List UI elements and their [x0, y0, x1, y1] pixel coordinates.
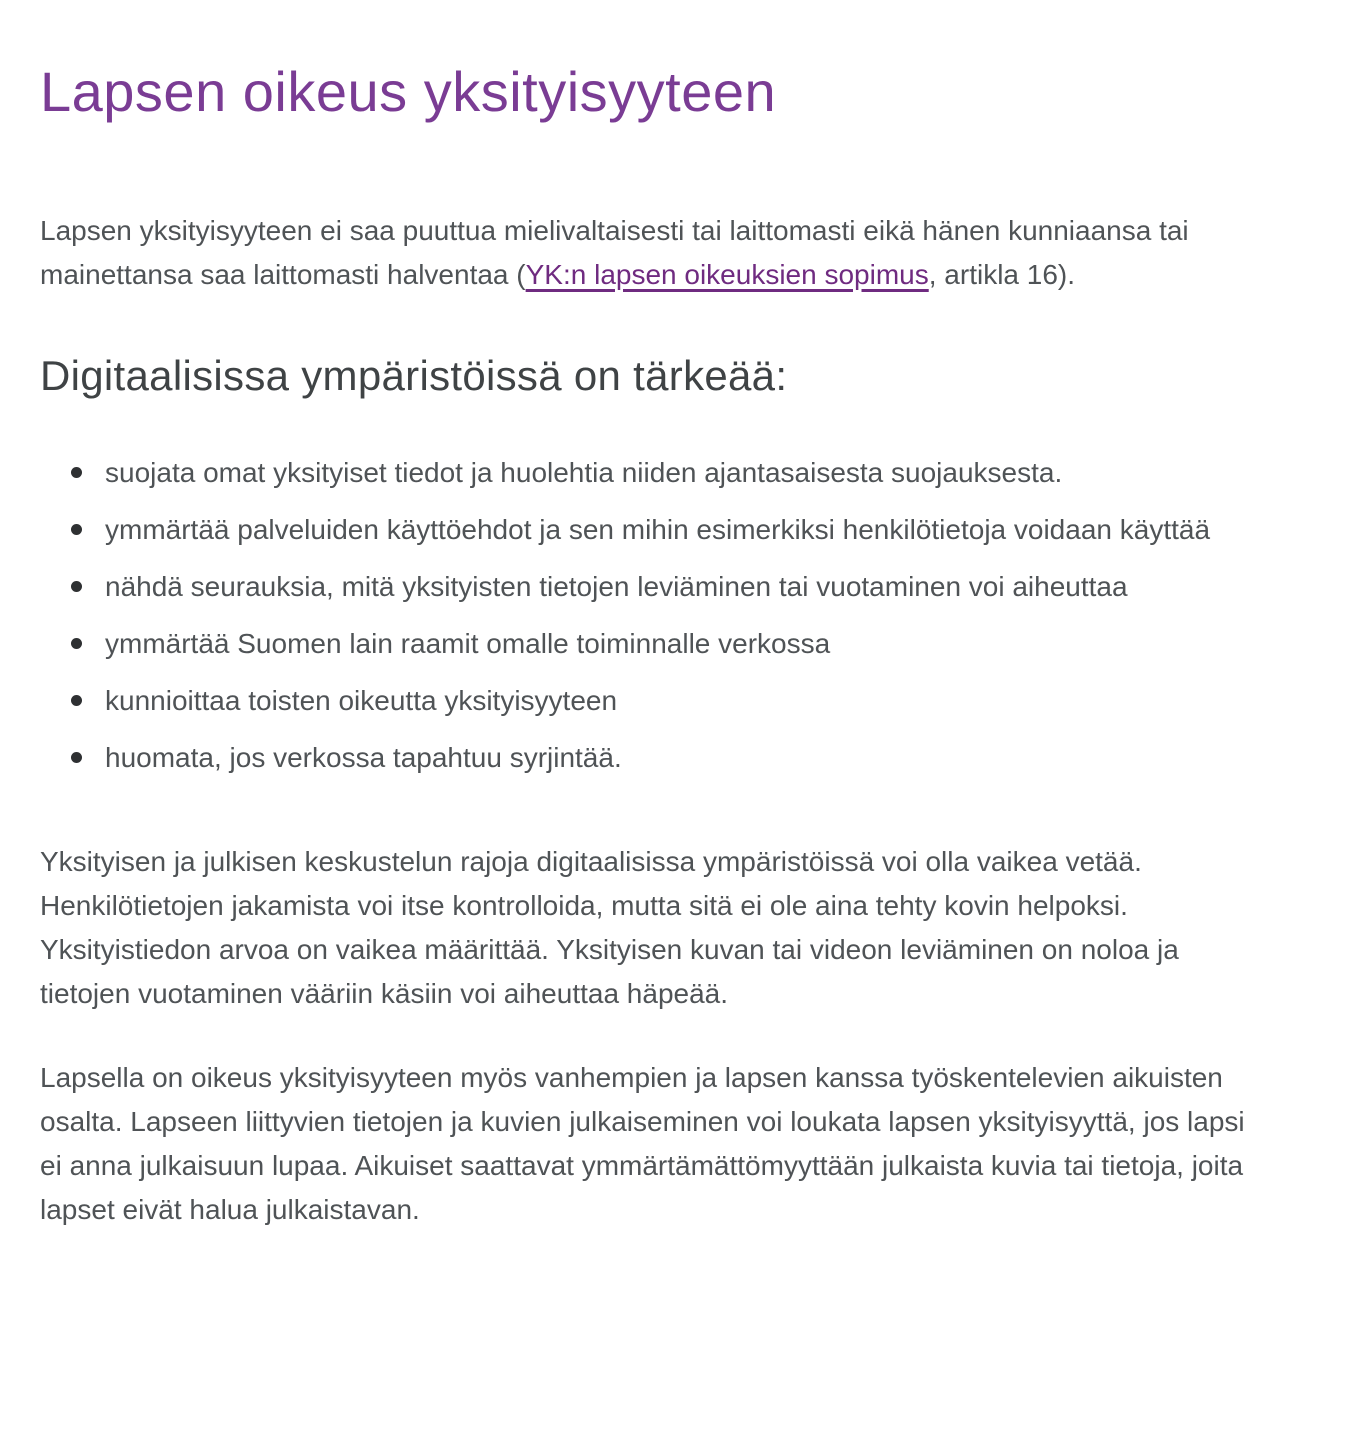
- adults-publishing-paragraph: Lapsella on oikeus yksityisyyteen myös vanhempien ja lapsen kanssa työskentelevien aikuisten osalta. Lapseen liittyvien tietojen ja kuvien julkaiseminen voi loukata lapsen yksityisyyttä, jos lapsi ei anna julkaisuun lupaa. Aikuiset saattavat ymmärtämättömyyttään julkaista kuvia tai tietoja, joita lapset eivät halua julkaistavan.: [40, 1062, 1245, 1226]
- list-item: huomata, jos verkossa tapahtuu syrjintää.: [105, 738, 1220, 778]
- list-item: ymmärtää palveluiden käyttöehdot ja sen mihin esimerkiksi henkilötietoja voidaan käyttää: [105, 510, 1220, 550]
- list-item: ymmärtää Suomen lain raamit omalle toiminnalle verkossa: [105, 624, 1220, 664]
- section-heading: Digitaalisissa ympäristöissä on tärkeää:: [40, 352, 788, 400]
- page-title: Lapsen oikeus yksityisyyteen: [40, 60, 777, 123]
- un-convention-link[interactable]: YK:n lapsen oikeuksien sopimus: [525, 259, 929, 291]
- intro-paragraph: [40, 209, 1250, 297]
- intro-text-after-link: , artikla 16).: [928, 259, 1076, 291]
- intro-text-before-link: Lapsen yksityisyyteen ei saa puuttua mielivaltaisesti tai laittomasti eikä hänen kunniaansa tai mainettansa saa laittomasti halventaa (: [40, 215, 1189, 291]
- importance-list: [40, 453, 1220, 778]
- list-item: kunnioittaa toisten oikeutta yksityisyyteen: [105, 681, 1220, 721]
- list-item: suojata omat yksityiset tiedot ja huolehtia niiden ajantasaisesta suojauksesta.: [105, 453, 1220, 493]
- privacy-boundaries-paragraph: Yksityisen ja julkisen keskustelun rajoja digitaalisissa ympäristöissä voi olla vaikea vetää. Henkilötietojen jakamista voi itse kontrolloida, mutta sitä ei ole aina tehty kovin helpoksi. Yksityistiedon arvoa on vaikea määrittää. Yksityisen kuvan tai videon leviäminen on noloa ja tietojen vuotaminen vääriin käsiin voi aiheuttaa häpeää.: [40, 846, 1179, 1010]
- list-item: nähdä seurauksia, mitä yksityisten tietojen leviäminen tai vuotaminen voi aiheuttaa: [105, 567, 1220, 607]
